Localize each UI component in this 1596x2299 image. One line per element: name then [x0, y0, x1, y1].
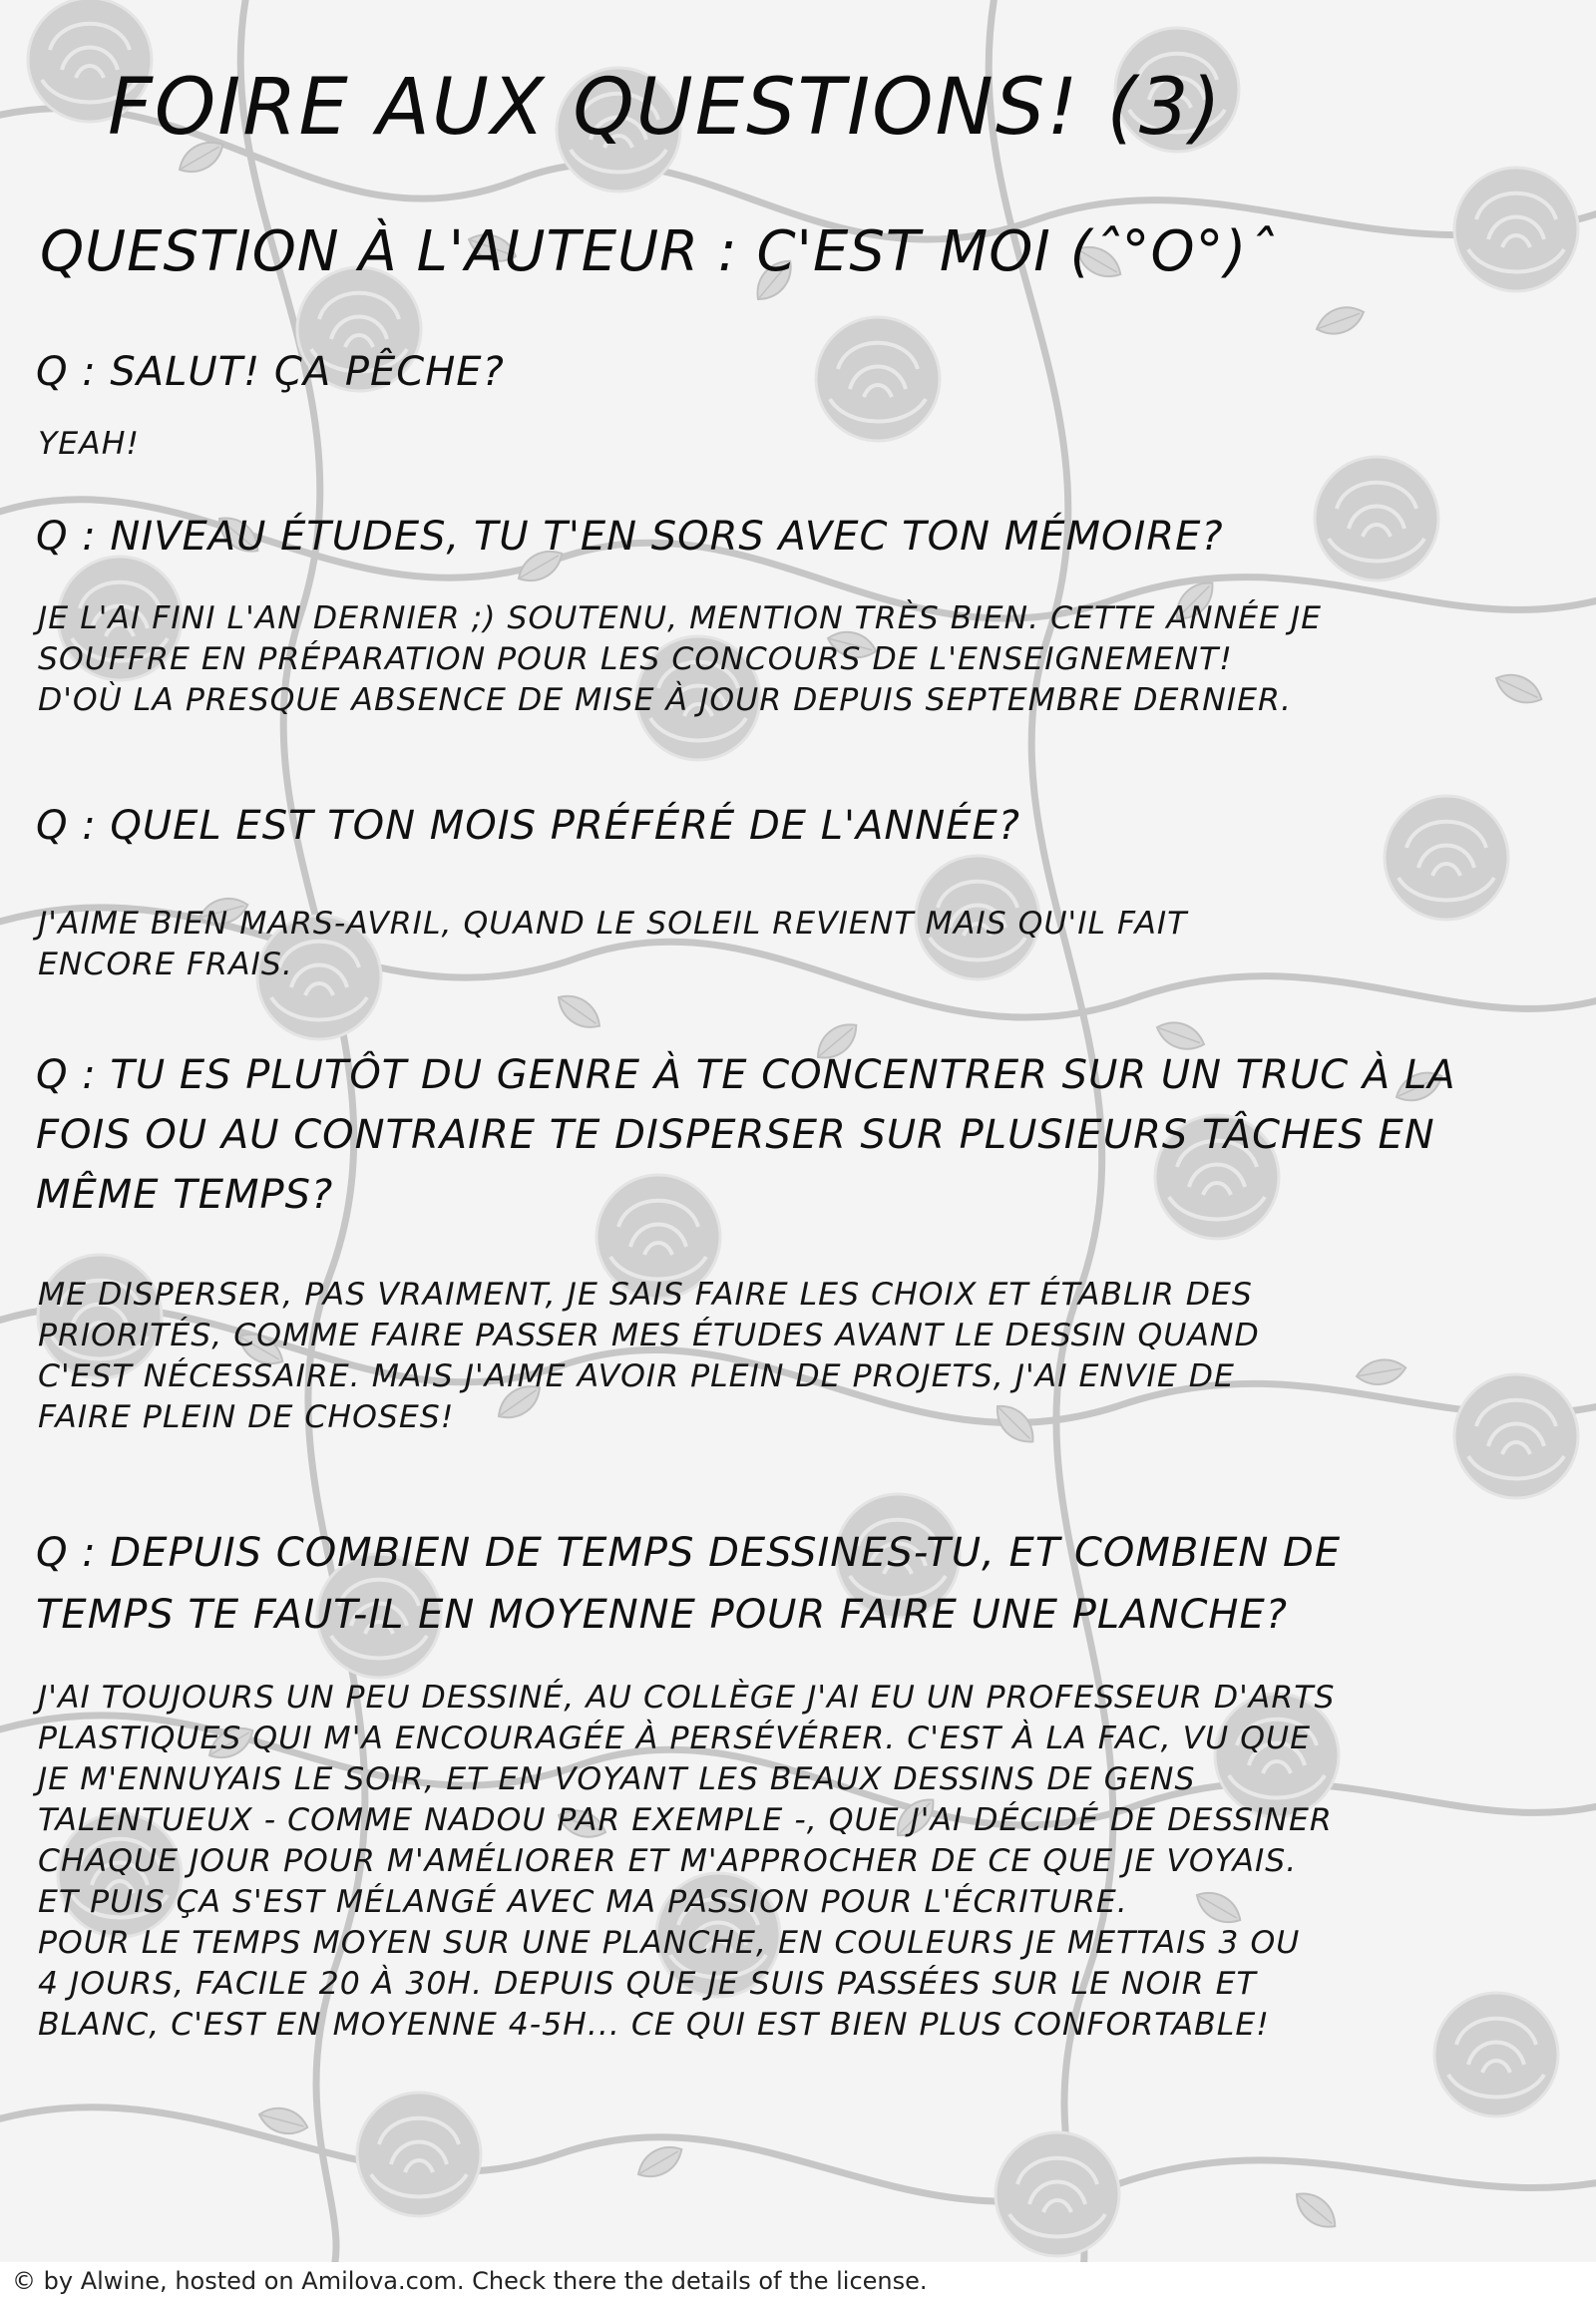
question-5: Q : DEPUIS COMBIEN DE TEMPS DESSINES-TU, ET COMBIEN DE TEMPS TE FAUT-IL EN MOYENNE POUR FAIRE UNE PLANCHE? [36, 1530, 1342, 1638]
license-text: © by Alwine, hosted on Amilova.com. Check there the details of the license. [12, 2267, 928, 2295]
question-4: Q : TU ES PLUTÔT DU GENRE À TE CONCENTRER SUR UN TRUC À LA FOIS OU AU CONTRAIRE TE DISPERSER SUR PLUSIEURS TÂCHES EN MÊME TEMPS? [36, 1052, 1456, 1218]
question-1: Q : SALUT! ÇA PÊCHE? [36, 349, 505, 395]
answer-1: YEAH! [38, 426, 141, 462]
answer-4: ME DISPERSER, PAS VRAIMENT, JE SAIS FAIRE LES CHOIX ET ÉTABLIR DES PRIORITÉS, COMME FAIRE PASSER MES ÉTUDES AVANT LE DESSIN QUAND C'EST NÉCESSAIRE. MAIS J'AIME AVOIR PLEIN DE PROJETS, J'AI ENVIE DE FAIRE PLEIN DE CHOSES! [38, 1277, 1260, 1435]
license-footer [0, 2262, 1596, 2299]
page-subtitle: QUESTION À L'AUTEUR : C'EST MOI (ˆ°O°)ˆ [40, 219, 1277, 284]
question-2: Q : NIVEAU ÉTUDES, TU T'EN SORS AVEC TON MÉMOIRE? [36, 514, 1224, 560]
answer-3: J'AIME BIEN MARS-AVRIL, QUAND LE SOLEIL REVIENT MAIS QU'IL FAIT ENCORE FRAIS. [38, 906, 1188, 982]
answer-2: JE L'AI FINI L'AN DERNIER ;) SOUTENU, MENTION TRÈS BIEN. CETTE ANNÉE JE SOUFFRE EN PRÉPARATION POUR LES CONCOURS DE L'ENSEIGNEMENT! D'OÙ LA PRESQUE ABSENCE DE MISE À JOUR DEPUIS SEPTEMBRE DERNIER. [38, 600, 1323, 718]
answer-5: J'AI TOUJOURS UN PEU DESSINÉ, AU COLLÈGE J'AI EU UN PROFESSEUR D'ARTS PLASTIQUES QUI M'A ENCOURAGÉE À PERSÉVÉRER. C'EST À LA FAC, VU QUE JE M'ENNUYAIS LE SOIR, ET EN VOYANT LES BEAUX DESSINS DE GENS TALENTUEUX - COMME NADOU PAR EXEMPLE -, QUE J'AI DÉCIDÉ DE DESSINER CHAQUE JOUR POUR M'AMÉLIORER ET M'APPROCHER DE CE QUE JE VOYAIS. ET PUIS ÇA S'EST MÉLANGÉ AVEC MA PASSION POUR L'ÉCRITURE. POUR LE TEMPS MOYEN SUR UNE PLANCHE, EN COULEURS JE METTAIS 3 OU 4 JOURS, FACILE 20 À 30H. DEPUIS QUE JE SUIS PASSÉES SUR LE NOIR ET BLANC, C'EST EN MOYENNE 4-5H... CE QUI EST BIEN PLUS CONFORTABLE! [38, 1680, 1336, 2043]
page-title: FOIRE AUX QUESTIONS! (3) [108, 63, 1223, 153]
question-3: Q : QUEL EST TON MOIS PRÉFÉRÉ DE L'ANNÉE? [36, 803, 1020, 849]
